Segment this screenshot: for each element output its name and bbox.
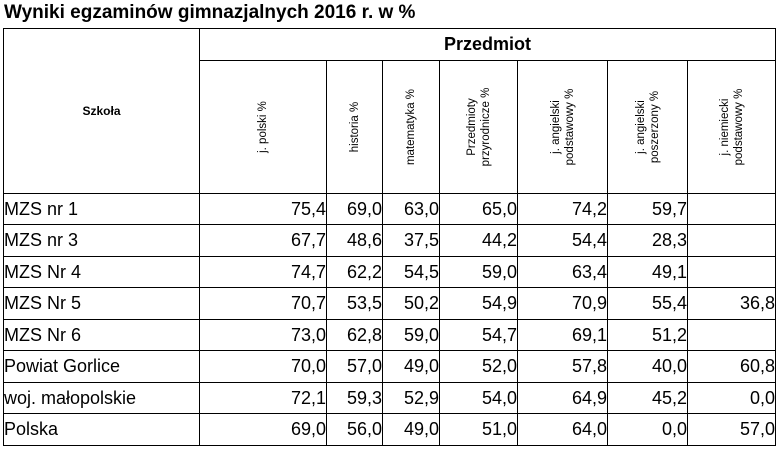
subject-header-line: poszerzony % — [648, 90, 661, 164]
score-cell: 62,2 — [327, 257, 383, 288]
score-cell: 59,0 — [440, 257, 518, 288]
score-cell: 74,7 — [200, 257, 327, 288]
results-body — [4, 194, 776, 446]
score-cell: 63,0 — [383, 194, 440, 225]
subject-header-line: przyrodnicze % — [479, 87, 492, 167]
score-cell: 48,6 — [327, 225, 383, 257]
score-cell: 64,0 — [518, 414, 608, 446]
subject-header-6 — [608, 61, 688, 194]
subject-header-5 — [518, 61, 608, 194]
results-table — [3, 28, 776, 446]
score-cell: 54,7 — [440, 320, 518, 351]
school-column-header: Szkoła — [4, 29, 200, 194]
table-row — [4, 414, 776, 446]
subject-header-label — [634, 91, 662, 163]
subject-header-line: historia % — [348, 101, 361, 153]
score-cell: 37,5 — [383, 225, 440, 257]
score-cell: 51,0 — [440, 414, 518, 446]
subject-header-line: j. niemiecki — [718, 98, 731, 156]
table-title: Wyniki egzaminów gimnazjalnych 2016 r. w % — [4, 2, 416, 23]
score-cell: 65,0 — [440, 194, 518, 225]
table-row — [4, 257, 776, 288]
school-name-cell: Polska — [4, 414, 200, 446]
score-cell: 49,1 — [608, 257, 688, 288]
score-cell: 53,5 — [327, 288, 383, 320]
score-cell: 49,0 — [383, 414, 440, 446]
score-cell: 45,2 — [608, 383, 688, 414]
table-row — [4, 288, 776, 320]
school-name-cell: woj. małopolskie — [4, 383, 200, 414]
score-cell: 75,4 — [200, 194, 327, 225]
school-name-cell: MZS nr 1 — [4, 194, 200, 225]
score-cell: 57,0 — [688, 414, 776, 446]
score-cell: 54,4 — [518, 225, 608, 257]
score-cell: 67,7 — [200, 225, 327, 257]
subject-header-line: podstawowy % — [563, 88, 576, 166]
score-cell: 52,9 — [383, 383, 440, 414]
score-cell: 44,2 — [440, 225, 518, 257]
score-cell: 60,8 — [688, 351, 776, 383]
score-cell: 69,0 — [200, 414, 327, 446]
score-cell: 69,1 — [518, 320, 608, 351]
score-cell: 50,2 — [383, 288, 440, 320]
subject-group-header: Przedmiot — [200, 29, 776, 61]
score-cell: 55,4 — [608, 288, 688, 320]
subject-header-label — [465, 88, 493, 167]
score-cell: 72,1 — [200, 383, 327, 414]
subject-header-label — [549, 89, 577, 166]
table-row — [4, 225, 776, 257]
school-name-cell: MZS Nr 6 — [4, 320, 200, 351]
subject-header-1 — [200, 61, 327, 194]
score-cell: 64,9 — [518, 383, 608, 414]
subject-header-3 — [383, 61, 440, 194]
score-cell: 0,0 — [688, 383, 776, 414]
score-cell: 28,3 — [608, 225, 688, 257]
subject-header-label — [718, 89, 746, 166]
score-cell — [688, 225, 776, 257]
score-cell: 62,8 — [327, 320, 383, 351]
score-cell: 74,2 — [518, 194, 608, 225]
subject-header-label — [256, 101, 270, 153]
score-cell: 54,0 — [440, 383, 518, 414]
score-cell: 69,0 — [327, 194, 383, 225]
subject-header-2 — [327, 61, 383, 194]
school-name-cell: MZS Nr 5 — [4, 288, 200, 320]
score-cell: 52,0 — [440, 351, 518, 383]
subject-header-line: podstawowy % — [732, 88, 745, 166]
score-cell: 70,7 — [200, 288, 327, 320]
score-cell: 63,4 — [518, 257, 608, 288]
score-cell — [688, 320, 776, 351]
score-cell: 73,0 — [200, 320, 327, 351]
score-cell: 57,8 — [518, 351, 608, 383]
score-cell: 51,2 — [608, 320, 688, 351]
table-row — [4, 383, 776, 414]
score-cell: 54,9 — [440, 288, 518, 320]
score-cell: 70,9 — [518, 288, 608, 320]
score-cell: 70,0 — [200, 351, 327, 383]
subject-header-line: j. angielski — [549, 100, 562, 154]
score-cell: 59,0 — [383, 320, 440, 351]
subject-header-line: matematyka % — [405, 88, 417, 166]
score-cell: 59,7 — [608, 194, 688, 225]
subject-header-7 — [688, 61, 776, 194]
table-row — [4, 320, 776, 351]
table-row — [4, 351, 776, 383]
table-row — [4, 194, 776, 225]
score-cell: 56,0 — [327, 414, 383, 446]
subject-header-line: j. polski % — [257, 101, 269, 153]
score-cell: 36,8 — [688, 288, 776, 320]
subject-header-line: Przedmioty — [465, 98, 478, 156]
school-name-cell: Powiat Gorlice — [4, 351, 200, 383]
score-cell: 59,3 — [327, 383, 383, 414]
score-cell: 0,0 — [608, 414, 688, 446]
score-cell: 57,0 — [327, 351, 383, 383]
subject-header-4 — [440, 61, 518, 194]
school-name-cell: MZS nr 3 — [4, 225, 200, 257]
score-cell: 40,0 — [608, 351, 688, 383]
score-cell — [688, 257, 776, 288]
subject-header-line: j. angielski — [634, 100, 647, 154]
score-cell — [688, 194, 776, 225]
school-name-cell: MZS Nr 4 — [4, 257, 200, 288]
subject-header-label — [348, 102, 362, 153]
score-cell: 54,5 — [383, 257, 440, 288]
score-cell: 49,0 — [383, 351, 440, 383]
subject-header-label — [404, 89, 418, 165]
